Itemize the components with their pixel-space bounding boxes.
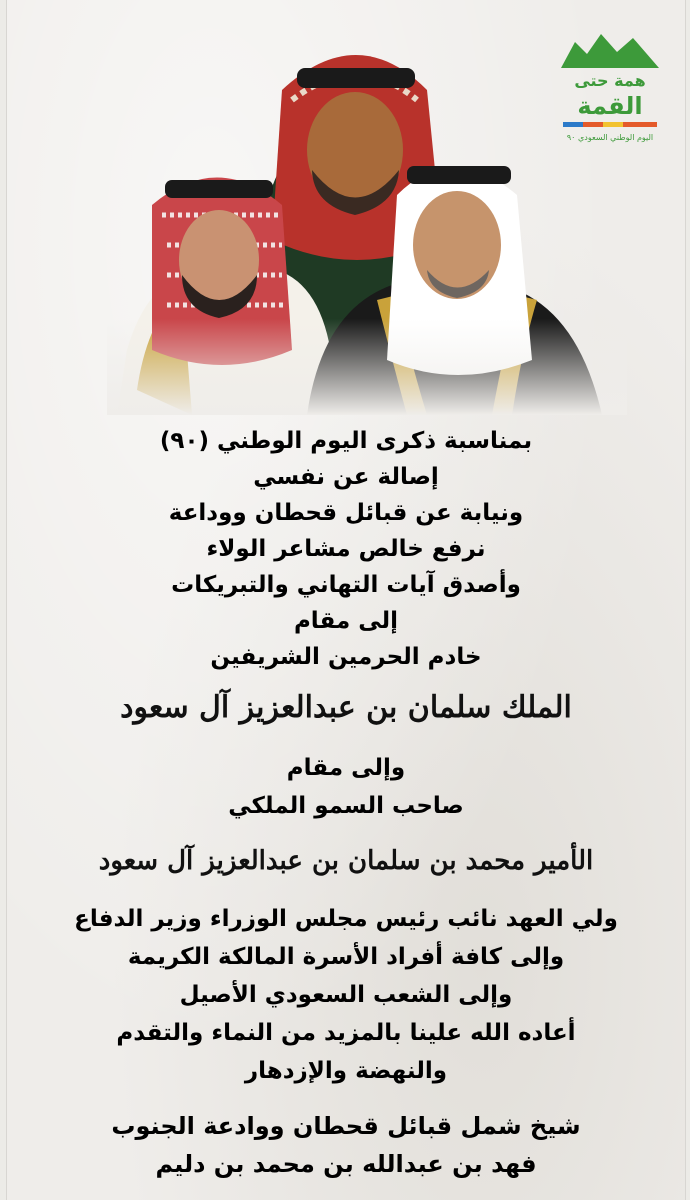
greeting-line-8: وإلى مقام — [286, 755, 406, 781]
logo-subtitle: اليوم الوطني السعودي ٩٠ — [566, 133, 654, 142]
signature-title: شيخ شمل قبائل قحطان ووادعة الجنوب — [111, 1112, 581, 1140]
greeting-line-5: وأصدق آيات التهاني والتبريكات — [171, 572, 521, 598]
crown-prince-name-calligraphy: الأمير محمد بن سلمان بن عبدالعزيز آل سعود — [98, 846, 594, 876]
logo-line2: القمة — [577, 92, 643, 120]
greeting-line-4: نرفع خالص مشاعر الولاء — [206, 536, 486, 562]
greeting-line-7: خادم الحرمين الشريفين — [210, 644, 482, 670]
greeting-line-12: وإلى الشعب السعودي الأصيل — [179, 982, 513, 1008]
royal-portraits-image — [107, 30, 627, 415]
greeting-line-13: أعاده الله علينا بالمزيد من النماء والتقدم — [116, 1020, 576, 1046]
greeting-line-14: والنهضة والإزدهار — [244, 1058, 448, 1084]
greeting-line-10: ولي العهد نائب رئيس مجلس الوزراء وزير الدفاع — [74, 906, 618, 932]
greeting-line-1: بمناسبة ذكرى اليوم الوطني (٩٠) — [159, 428, 533, 454]
greeting-line-3: ونيابة عن قبائل قحطان ووداعة — [168, 500, 524, 526]
king-name-calligraphy: الملك سلمان بن عبدالعزيز آل سعود — [120, 690, 572, 725]
greeting-line-9: صاحب السمو الملكي — [228, 793, 464, 819]
logo-line1: همة حتى — [574, 71, 646, 90]
signature-name: فهد بن عبدالله بن محمد بن دليم — [155, 1150, 537, 1178]
greeting-card — [6, 0, 686, 1200]
national-day-logo — [555, 28, 665, 148]
greeting-line-6: إلى مقام — [293, 608, 399, 634]
greeting-line-11: وإلى كافة أفراد الأسرة المالكة الكريمة — [127, 944, 565, 970]
greeting-line-2: إصالة عن نفسي — [253, 464, 439, 490]
